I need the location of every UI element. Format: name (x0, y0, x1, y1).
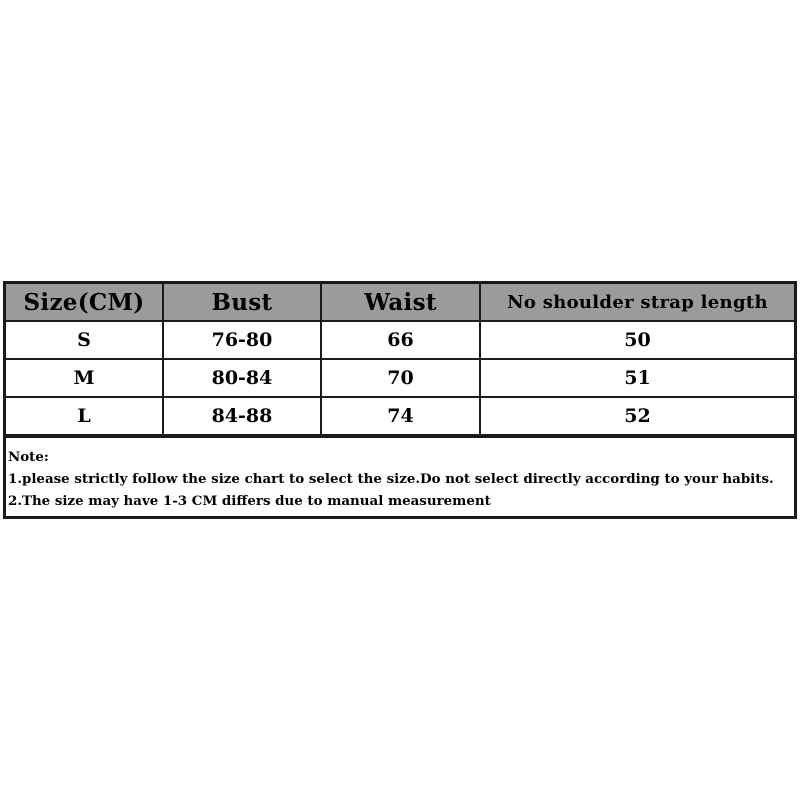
cell-bust: 84-88 (163, 397, 321, 435)
note-line: 2.The size may have 1-3 CM differs due to manual measurement (8, 493, 491, 509)
cell-strap-length: 52 (480, 397, 794, 435)
cell-size: L (6, 397, 163, 435)
header-bust: Bust (163, 284, 321, 321)
note-line: 1.please strictly follow the size chart to select the size.Do not select directly according to your habits. (8, 471, 774, 487)
notes-title: Note: (8, 449, 49, 465)
table-row (6, 359, 794, 397)
header-size: Size(CM) (6, 284, 163, 321)
cell-size: M (6, 359, 163, 397)
cell-size: S (6, 321, 163, 359)
cell-waist: 74 (321, 397, 480, 435)
header-row (6, 284, 794, 321)
size-table (6, 284, 794, 436)
table-row (6, 397, 794, 435)
cell-waist: 70 (321, 359, 480, 397)
table-row (6, 321, 794, 359)
notes-section (6, 436, 794, 512)
cell-strap-length: 50 (480, 321, 794, 359)
header-strap-length: No shoulder strap length (480, 284, 794, 321)
header-waist: Waist (321, 284, 480, 321)
cell-bust: 80-84 (163, 359, 321, 397)
cell-bust: 76-80 (163, 321, 321, 359)
cell-waist: 66 (321, 321, 480, 359)
size-chart (3, 281, 797, 519)
cell-strap-length: 51 (480, 359, 794, 397)
